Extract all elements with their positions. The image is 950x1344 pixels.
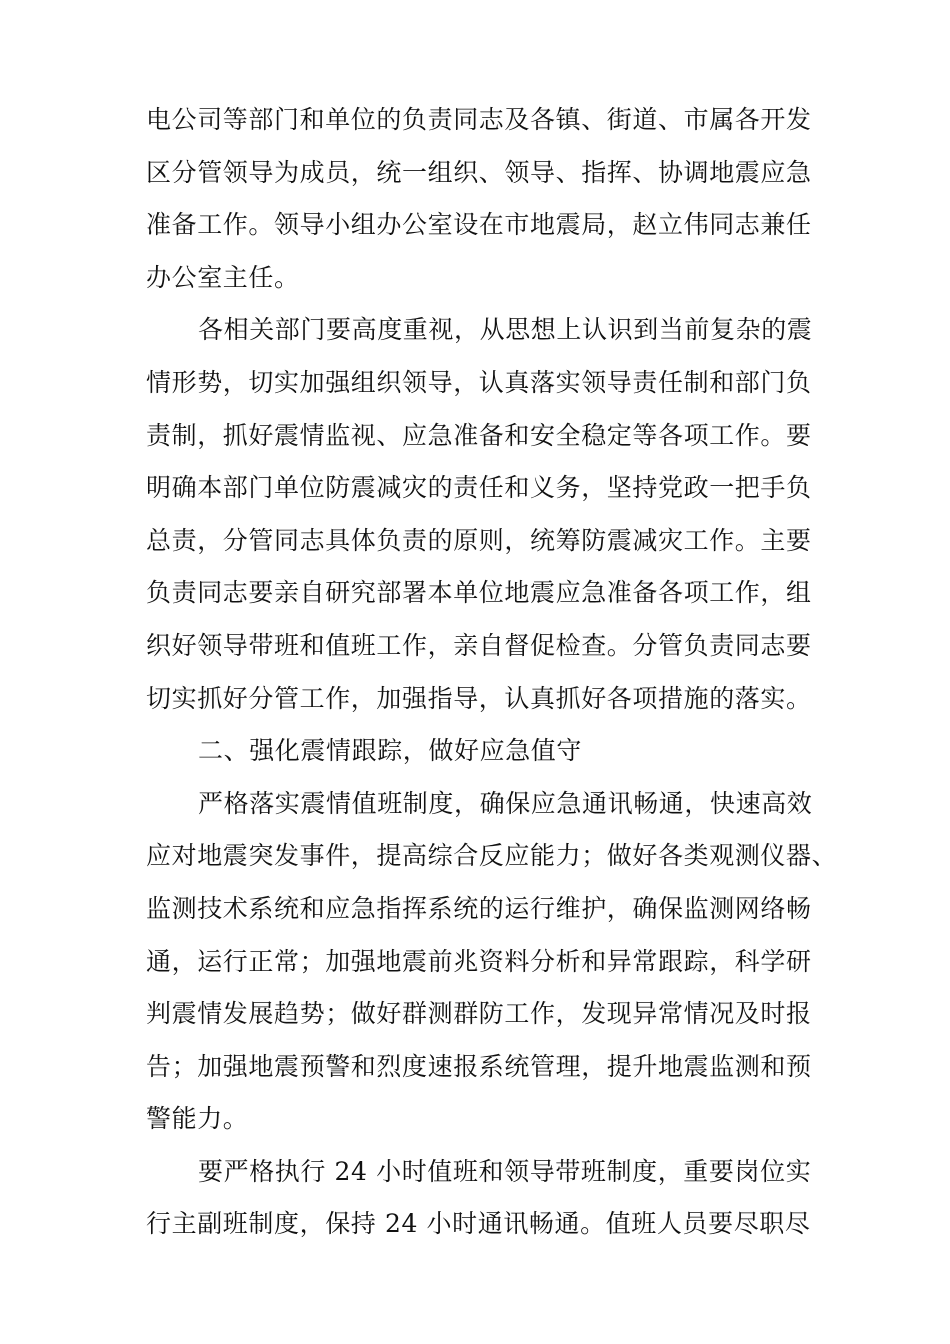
text-line: 织好领导带班和值班工作，亲自督促检查。分管负责同志要	[146, 630, 812, 660]
paragraph-start-line: 要严格执行 24 小时值班和领导带班制度，重要岗位实	[198, 1156, 812, 1186]
text-line: 准备工作。领导小组办公室设在市地震局，赵立伟同志兼任	[146, 210, 812, 240]
text-line: 行主副班制度，保持 24 小时通讯畅通。值班人员要尽职尽	[146, 1209, 811, 1239]
text-line: 应对地震突发事件，提高综合反应能力；做好各类观测仪器、	[146, 841, 838, 871]
text-line: 责制，抓好震情监视、应急准备和安全稳定等各项工作。要	[146, 420, 812, 450]
text-line: 监测技术系统和应急指挥系统的运行维护，确保监测网络畅	[146, 893, 812, 923]
text-line: 情形势，切实加强组织领导，认真落实领导责任制和部门负	[146, 367, 812, 397]
text-line: 负责同志要亲自研究部署本单位地震应急准备各项工作，组	[146, 578, 812, 608]
text-line: 总责，分管同志具体负责的原则，统筹防震减灾工作。主要	[146, 525, 812, 555]
text-line: 警能力。	[146, 1104, 249, 1134]
section-heading: 二、强化震情跟踪，做好应急值守	[198, 736, 583, 766]
text-line: 明确本部门单位防震减灾的责任和义务，坚持党政一把手负	[146, 473, 812, 503]
text-line: 判震情发展趋势；做好群测群防工作，发现异常情况及时报	[146, 999, 812, 1029]
text-line: 告；加强地震预警和烈度速报系统管理，提升地震监测和预	[146, 1051, 812, 1081]
document-body	[146, 94, 838, 1251]
text-line: 通，运行正常；加强地震前兆资料分析和异常跟踪，科学研	[146, 946, 812, 976]
text-line: 办公室主任。	[146, 262, 300, 292]
text-line: 电公司等部门和单位的负责同志及各镇、街道、市属各开发	[146, 105, 812, 134]
text-line: 区分管领导为成员，统一组织、领导、指挥、协调地震应急	[146, 157, 812, 187]
paragraph-start-line: 各相关部门要高度重视，从思想上认识到当前复杂的震	[198, 315, 813, 345]
text-line: 切实抓好分管工作，加强指导，认真抓好各项措施的落实。	[146, 683, 812, 713]
paragraph-start-line: 严格落实震情值班制度，确保应急通讯畅通，快速高效	[198, 788, 813, 818]
